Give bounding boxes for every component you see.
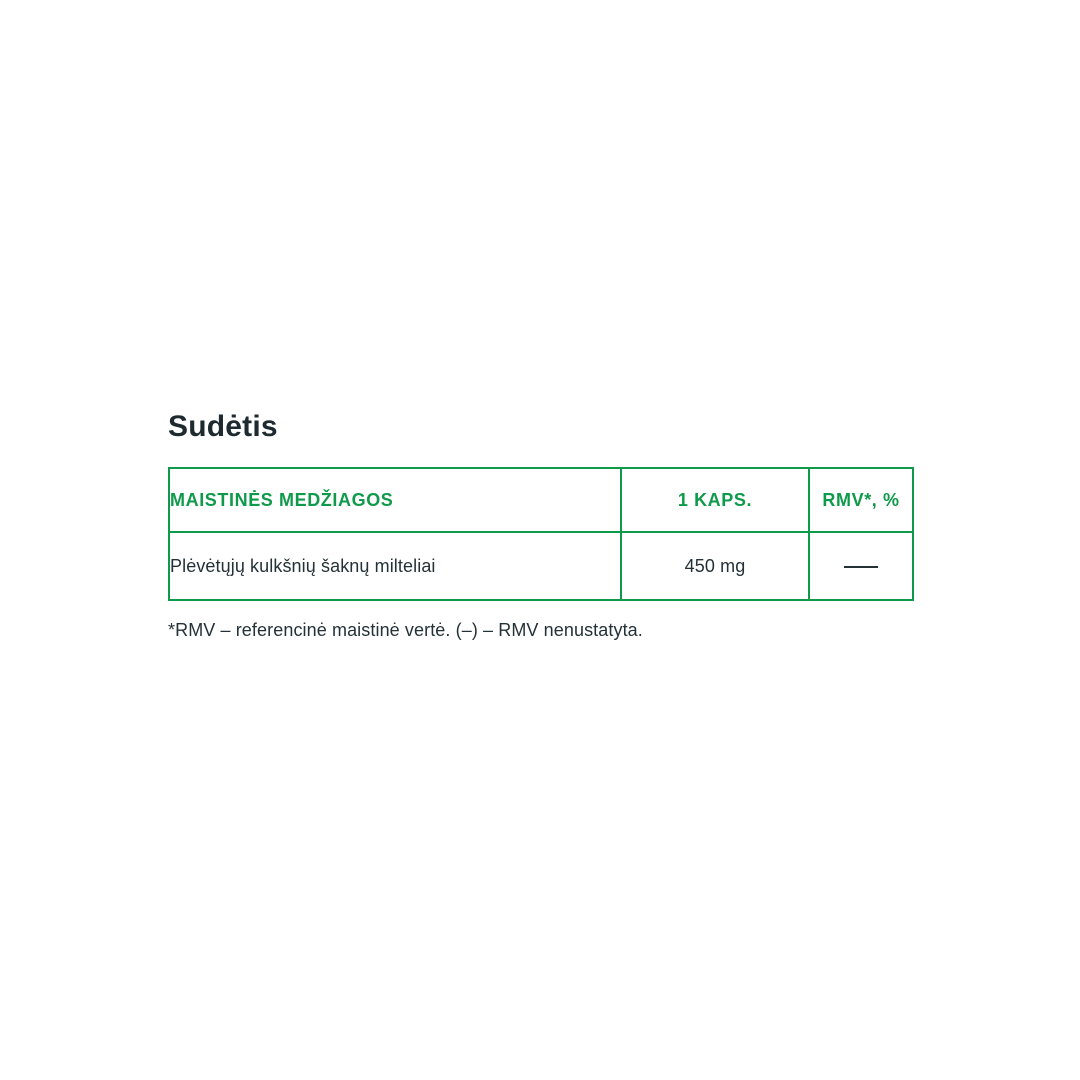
table-header-row: [169, 468, 913, 532]
column-header-dose: 1 KAPS.: [621, 468, 809, 532]
table-body: [169, 532, 913, 600]
cell-dose-amount: 450 mg: [621, 532, 809, 600]
column-header-rmv: RMV*, %: [809, 468, 913, 532]
cell-nutrient-name: Plėvėtųjų kulkšnių šaknų milteliai: [169, 532, 621, 600]
table-footnote: *RMV – referencinė maistinė vertė. (–) – RMV nenustatyta.: [168, 620, 643, 640]
cell-rmv-value: [809, 532, 913, 600]
dash-icon: [844, 566, 878, 568]
nutrition-table: [168, 467, 914, 601]
table-row: [169, 532, 913, 600]
page-title: Sudėtis: [168, 410, 278, 443]
column-header-nutrient: MAISTINĖS MEDŽIAGOS: [169, 468, 621, 532]
nutrition-panel: [168, 410, 912, 641]
table-header: [169, 468, 913, 532]
